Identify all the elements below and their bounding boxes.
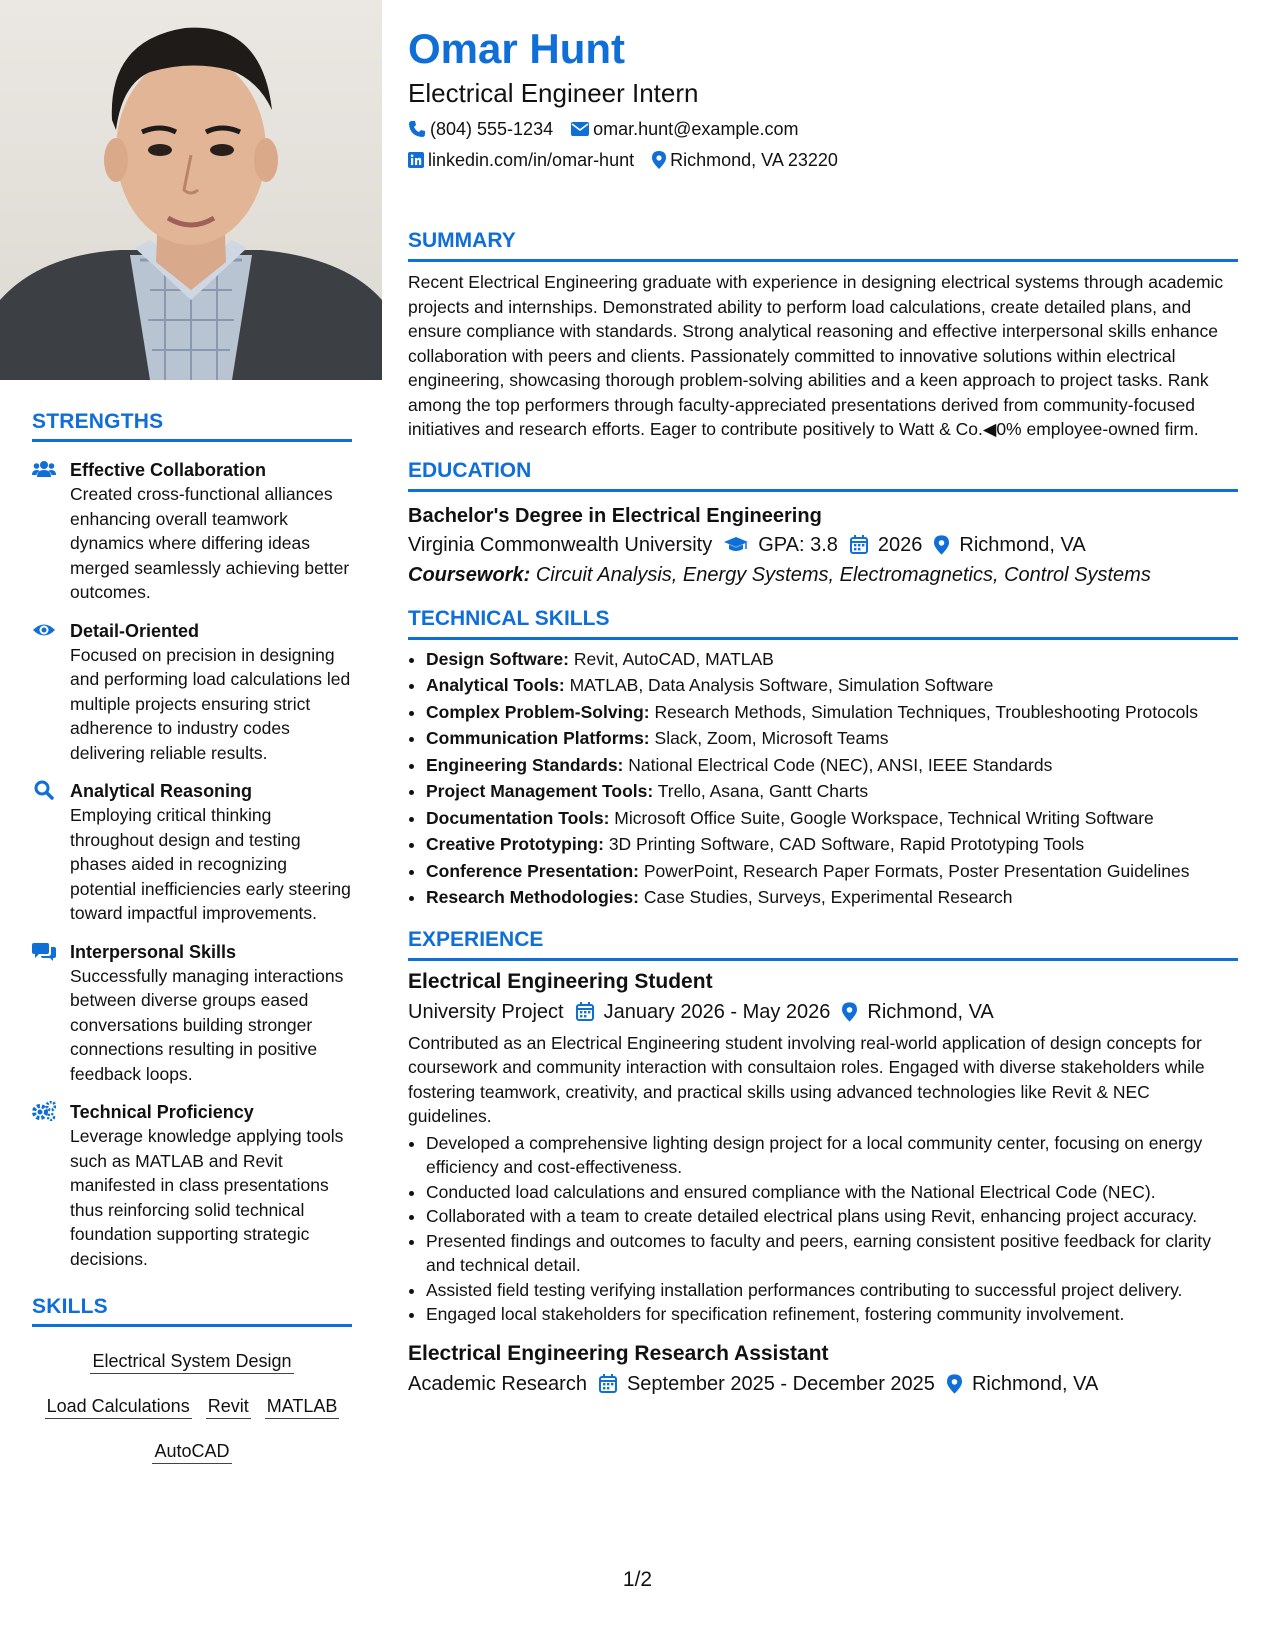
calendar-icon (599, 1374, 617, 1393)
skill-label: Project Management Tools: (426, 781, 654, 801)
strength-title: Interpersonal Skills (70, 941, 237, 962)
list-item: • Assisted field testing verifying installation performances contributing to successful project delivery. (426, 1278, 1238, 1303)
skill-label: Documentation Tools: (426, 807, 610, 828)
summary-heading: SUMMARY (408, 228, 1238, 262)
graduation-cap-icon (724, 536, 748, 554)
strength-title: Technical Proficiency (70, 1102, 254, 1122)
skill-label: Complex Problem-Solving: (426, 701, 650, 722)
skill-value: Trello, Asana, Gantt Charts (657, 781, 869, 801)
job-org (408, 1369, 587, 1399)
list-item: • Engaged local stakeholders for specification refinement, fostering community involvement. (426, 1302, 1238, 1327)
education-section (408, 458, 1238, 590)
job-dates (599, 1369, 935, 1399)
skill-value: 3D Printing Software, CAD Software, Rapid Prototyping Tools (608, 834, 1085, 854)
email-contact[interactable] (571, 117, 798, 141)
list-item (426, 805, 1238, 832)
skill-value: PowerPoint, Research Paper Formats, Poster Presentation Guidelines (643, 860, 1190, 881)
linkedin-contact[interactable] (408, 148, 634, 172)
strength-item (32, 779, 352, 926)
list-item (426, 858, 1238, 885)
strength-title: Detail-Oriented (70, 620, 200, 641)
main-column (408, 24, 1238, 1399)
job-dates (576, 997, 831, 1027)
coursework-label: Coursework: (408, 563, 531, 586)
gpa (724, 530, 838, 560)
education-meta (408, 530, 1238, 560)
org-text: University Project (408, 1000, 564, 1023)
list-item (426, 778, 1238, 805)
skill-value: Research Methods, Simulation Techniques, Troubleshooting Protocols (654, 701, 1198, 722)
list-item: • Conducted load calculations and ensured compliance with the National Electrical Code (NEC). (426, 1180, 1238, 1205)
skill-label: Analytical Tools: (426, 675, 565, 695)
linkedin-text: linkedin.com/in/omar-hunt (428, 150, 635, 170)
sidebar (0, 0, 382, 1650)
job-title: Electrical Engineering Research Assistant (408, 1341, 829, 1365)
strength-desc: Focused on precision in designing and performing load calculations led multiple projects ensuring strict adherence to industry codes delivering reliable results. (70, 644, 351, 763)
degree-title: Bachelor's Degree in Electrical Engineering (408, 504, 822, 527)
skill-tags (32, 1339, 352, 1474)
phone-icon (408, 120, 426, 138)
list-item (426, 884, 1238, 911)
candidate-role: Electrical Engineer Intern (408, 78, 699, 108)
email-text: omar.hunt@example.com (593, 119, 799, 139)
map-pin-icon (842, 1002, 857, 1022)
calendar-icon (850, 535, 868, 554)
school-name (408, 530, 712, 560)
coursework (408, 560, 1238, 590)
skills-heading: SKILLS (32, 1295, 352, 1327)
skill-label: Creative Prototyping: (426, 834, 604, 854)
skill-label: Research Methodologies: (426, 887, 639, 907)
job-title: Electrical Engineering Student (408, 969, 713, 993)
job-description: Contributed as an Electrical Engineering student involving real-world application of design concepts for coursework and community interaction with consultaion roles. Engaged with diverse stakeholders while fostering teamwork, creativity, and practical skills using advanced technologies like Revit & NEC guidelines. (408, 1032, 1205, 1126)
list-item (426, 725, 1238, 752)
edu-location-text: Richmond, VA (959, 533, 1086, 556)
location-contact (652, 148, 838, 172)
chat-icon (32, 941, 56, 961)
dates-text: January 2026 - May 2026 (603, 1000, 831, 1023)
job-org (408, 997, 564, 1027)
strength-item (32, 458, 352, 605)
skill-value: Revit, AutoCAD, MATLAB (573, 648, 774, 669)
summary-text: Recent Electrical Engineering graduate with experience in designing electrical systems through academic projects and internships. Demonstrated ability to perform load calculations, create detailed plans, and ensure compliance with standards. Strong analytical reasoning and effective interpersonal skills enhance collaboration with peers and clients. Passionately committed to innovative solutions within electrical engineering, showcasing thorough problem-solving abilities and a keen approach to project tasks. Rank among the top performers through faculty-appreciated presentations derived from community-focused initiatives and research efforts. Eager to contribute positively to Watt & Co.◀0% employee-owned firm. (408, 272, 1224, 439)
experience-heading: EXPERIENCE (408, 927, 1238, 961)
candidate-name: Omar Hunt (408, 25, 626, 72)
eye-icon (32, 620, 56, 640)
experience-section (408, 927, 1238, 1399)
skill-tag: Load Calculations (45, 1394, 192, 1419)
strength-desc: Employing critical thinking throughout design and testing phases aided in recognizing potential inefficiencies early steering toward impactful improvements. (70, 805, 351, 923)
phone-contact[interactable] (408, 117, 553, 141)
map-pin-icon (947, 1374, 962, 1394)
gears-icon (32, 1101, 56, 1121)
coursework-text: Circuit Analysis, Energy Systems, Electromagnetics, Control Systems (535, 563, 1151, 586)
strength-item (32, 940, 352, 1087)
profile-photo (0, 0, 382, 380)
contact-row (408, 117, 1238, 141)
job-location-text: Richmond, VA (867, 1000, 994, 1023)
list-item (426, 646, 1238, 673)
phone-text: (804) 555-1234 (430, 119, 554, 139)
skill-tag: Electrical System Design (90, 1349, 293, 1374)
linkedin-icon (408, 152, 424, 168)
dates-text: September 2025 - December 2025 (626, 1372, 935, 1395)
location-text: Richmond, VA 23220 (670, 150, 838, 170)
list-item: • Developed a comprehensive lighting design project for a local community center, focusing on energy efficiency and cost-effectiveness. (426, 1131, 1238, 1180)
skill-label: Engineering Standards: (426, 754, 624, 775)
strength-item (32, 619, 352, 766)
technical-skills-list (408, 646, 1238, 911)
gpa-text: GPA: 3.8 (758, 533, 838, 556)
strength-item (32, 1100, 352, 1271)
job-location (947, 1369, 1098, 1399)
strength-desc: Successfully managing interactions between diverse groups eased conversations building stronger connections resulting in positive feedback loops. (70, 965, 344, 1084)
skill-value: National Electrical Code (NEC), ANSI, IEEE Standards (628, 754, 1053, 775)
job-bullets (408, 1131, 1238, 1327)
job-entry (408, 1339, 1238, 1399)
skill-tag: MATLAB (265, 1394, 340, 1419)
skill-value: Case Studies, Surveys, Experimental Research (643, 887, 1013, 907)
skill-tag: AutoCAD (152, 1439, 231, 1464)
strength-title: Analytical Reasoning (70, 781, 253, 801)
list-item (426, 699, 1238, 726)
skill-value: Slack, Zoom, Microsoft Teams (654, 728, 889, 748)
users-icon (32, 459, 56, 479)
page-number: 1/2 (622, 1568, 653, 1591)
skill-label: Conference Presentation: (426, 860, 639, 881)
skill-label: Design Software: (426, 648, 569, 669)
skill-value: MATLAB, Data Analysis Software, Simulation Software (569, 675, 994, 695)
list-item: • Collaborated with a team to create detailed electrical plans using Revit, enhancing project accuracy. (426, 1204, 1238, 1229)
strength-title: Effective Collaboration (70, 460, 267, 480)
envelope-icon (571, 122, 589, 136)
calendar-icon (576, 1002, 594, 1021)
strength-desc: Leverage knowledge applying tools such as MATLAB and Revit manifested in class presentations thus reinforcing solid technical foundation supporting strategic decisions. (70, 1126, 344, 1269)
skill-value: Microsoft Office Suite, Google Workspace, Technical Writing Software (614, 807, 1154, 828)
job-location (842, 997, 993, 1027)
education-location (934, 530, 1085, 560)
org-text: Academic Research (408, 1372, 587, 1395)
technical-skills-section (408, 606, 1238, 911)
skill-label: Communication Platforms: (426, 728, 650, 748)
year-text: 2026 (877, 533, 923, 556)
technical-skills-heading: TECHNICAL SKILLS (408, 606, 1238, 640)
profile-photo-illustration (0, 0, 382, 380)
map-pin-icon (934, 535, 949, 555)
search-icon (32, 780, 56, 800)
job-location-text: Richmond, VA (971, 1372, 1099, 1395)
job-meta (408, 997, 1238, 1027)
list-item (426, 672, 1238, 699)
list-item: • Presented findings and outcomes to faculty and peers, earning consistent positive feedback for clarity and technical detail. (426, 1229, 1238, 1278)
skill-tag: Revit (206, 1394, 251, 1419)
summary-section (408, 228, 1238, 442)
graduation-year (850, 530, 923, 560)
job-meta (408, 1369, 1238, 1399)
strengths-heading: STRENGTHS (32, 410, 352, 442)
job-entry (408, 967, 1238, 1327)
strength-desc: Created cross-functional alliances enhancing overall teamwork dynamics where differing ideas merged seamlessly achieving better outcomes. (70, 484, 350, 602)
school-text: Virginia Commonwealth University (408, 533, 713, 556)
education-heading: EDUCATION (408, 458, 1238, 492)
map-pin-icon (652, 151, 666, 169)
contact-row (408, 148, 1238, 172)
list-item (426, 752, 1238, 779)
list-item (426, 831, 1238, 858)
